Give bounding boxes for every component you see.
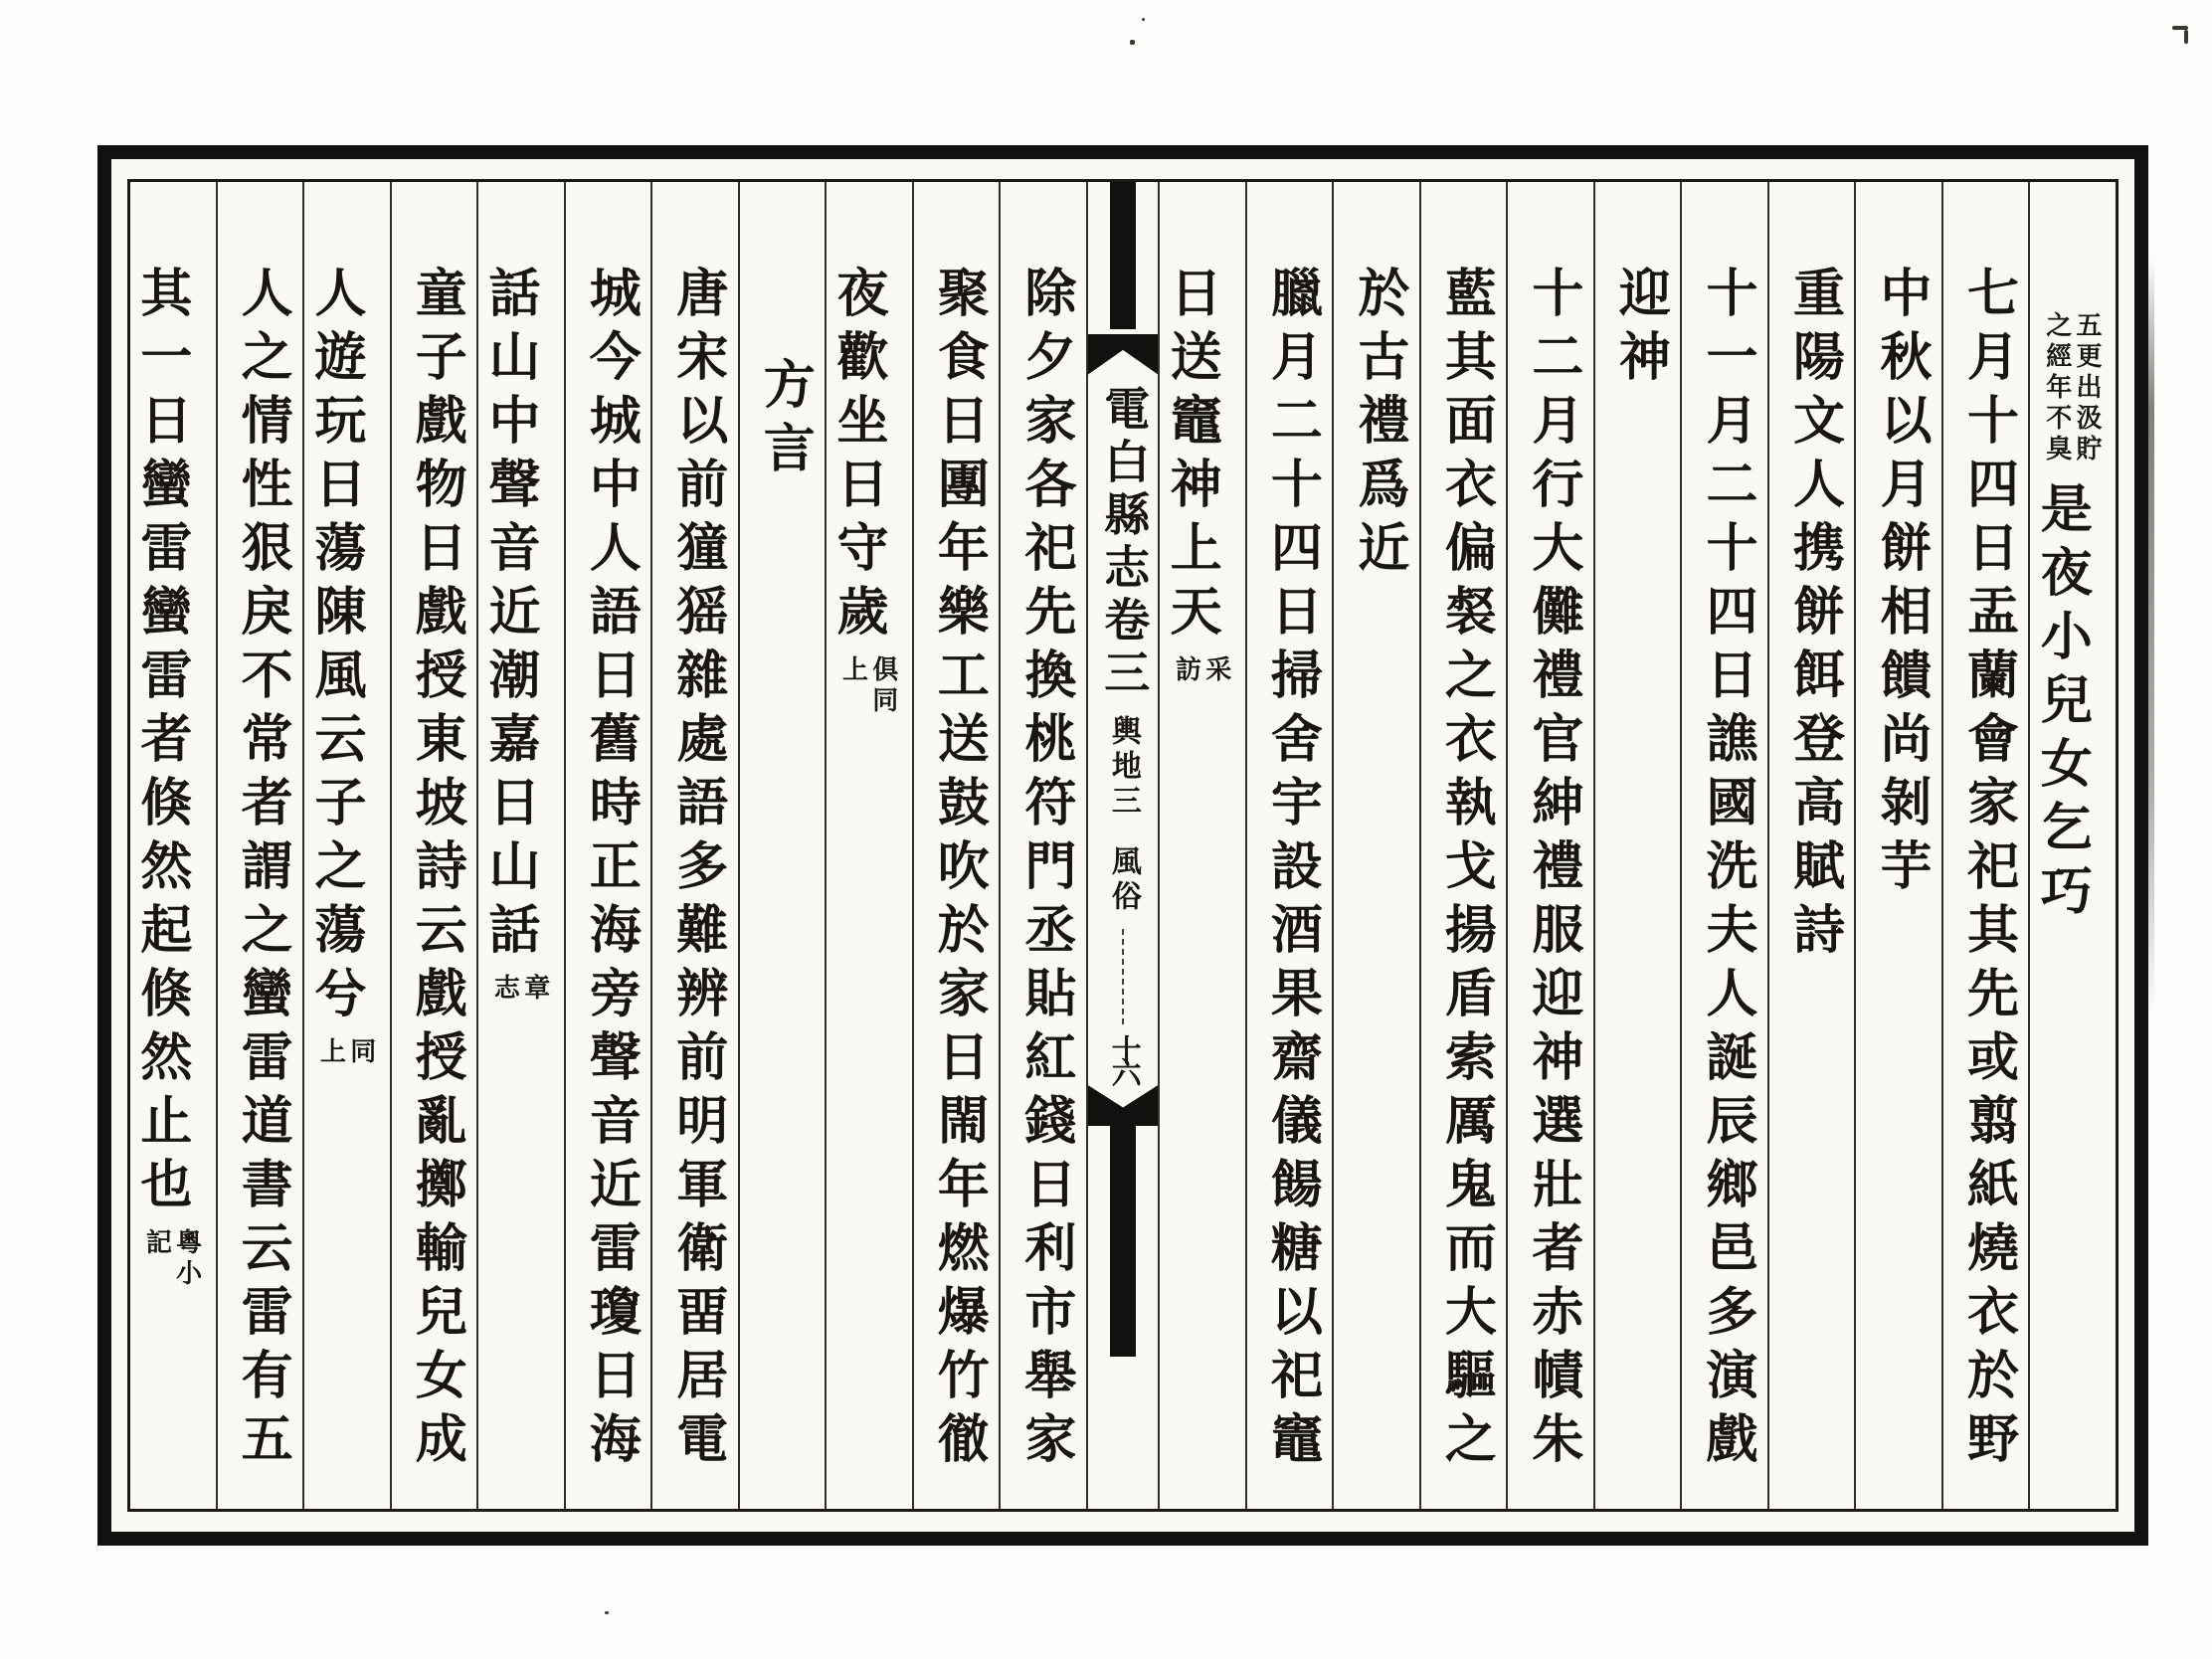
- note-right-column: 章: [520, 974, 550, 1005]
- interlinear-note: [839, 655, 897, 717]
- note-left-column: 之經年不臭: [2042, 311, 2072, 465]
- text-column-13: [999, 182, 1086, 1509]
- text-column-11: [1158, 182, 1245, 1509]
- text-column-1: [2028, 182, 2116, 1509]
- interlinear-note: [1173, 655, 1230, 686]
- text-column-21: [302, 182, 390, 1509]
- column-text: 十二月行大儺禮官紳禮服迎神選壯者赤幘朱: [1523, 266, 1580, 1475]
- banxin-black-bar: [1110, 1126, 1136, 1357]
- spacer: [1119, 701, 1127, 715]
- text-column-20: [390, 182, 477, 1509]
- fishtail-down-icon: [1086, 1082, 1159, 1126]
- text-columns: [130, 182, 2116, 1509]
- column-text: 日送竈神上天: [1162, 266, 1219, 647]
- text-column-9: [1332, 182, 1419, 1509]
- center-column-banxin: [1086, 182, 1159, 1509]
- banxin-dash-line: [1122, 929, 1124, 1024]
- column-text: 聚食日團年樂工送鼓吹於家日閙年燃爆竹徹: [929, 266, 987, 1475]
- text-column-16: [738, 182, 826, 1509]
- column-text: 除夕家各祀先換桃符門丞貼紅錢日利市舉家: [1015, 266, 1073, 1475]
- text-column-5: [1680, 182, 1767, 1509]
- column-text: 七月十四日盂蘭會家祀其先或翦紙燒衣於野: [1958, 266, 2016, 1475]
- column-text: 是夜小兒女乞巧: [2032, 481, 2090, 927]
- note-right-column: 俱同: [868, 655, 898, 717]
- text-column-22: [216, 182, 303, 1509]
- column-text: 唐宋以前獞猺雜處語多難辨前明軍衛畱居電: [667, 266, 725, 1475]
- scan-speck: [605, 1611, 609, 1614]
- text-column-19: [476, 182, 564, 1509]
- note-right-column: 同: [346, 1037, 376, 1068]
- note-right-column: 五更出汲貯: [2073, 311, 2102, 465]
- interlinear-note: [317, 1037, 375, 1068]
- text-column-14: [912, 182, 1000, 1509]
- column-text: 夜歡坐日守歲: [829, 266, 886, 647]
- text-column-18: [564, 182, 651, 1509]
- text-column-23: [130, 182, 216, 1509]
- scan-speck: [2184, 30, 2188, 44]
- column-text: 於古禮爲近: [1349, 266, 1406, 584]
- scan-speck: [1142, 18, 1145, 21]
- banxin-volume-title: 電白縣志卷三: [1098, 385, 1150, 701]
- scan-speck: [1130, 40, 1135, 45]
- interlinear-note: [2043, 311, 2101, 465]
- text-column-6: [1593, 182, 1681, 1509]
- column-text: 其一日蠻雷蠻雷者倏然起倏然止也: [131, 266, 189, 1220]
- note-left-column: 志: [490, 974, 520, 1005]
- column-text: 人遊玩日蕩陳風云子之蕩兮: [305, 266, 363, 1029]
- gutter-shadow: [2148, 259, 2154, 1014]
- note-left-column: 上: [838, 655, 868, 686]
- column-text: 十一月二十四日譙國洗夫人誕辰鄉邑多演戲: [1697, 266, 1754, 1475]
- interlinear-note: [143, 1228, 201, 1290]
- column-text: 城今城中人語日舊時正海旁聲音近雷瓊日海: [581, 266, 639, 1475]
- note-right-column: 粵小: [172, 1228, 202, 1290]
- banxin-page-number: 十六: [1106, 1034, 1140, 1080]
- banxin-chapter: 輿地三: [1106, 715, 1140, 820]
- column-text: 迎神: [1610, 266, 1668, 393]
- column-text: 話山中聲音近潮嘉日山話: [479, 266, 537, 966]
- text-column-4: [1767, 182, 1855, 1509]
- column-text: 藍其面衣偏裻之衣執戈揚盾索厲鬼而大驅之: [1436, 266, 1494, 1475]
- text-column-17: [650, 182, 738, 1509]
- note-right-column: 采: [1201, 655, 1231, 686]
- column-text: 中秋以月餅相饋尚剝芋: [1871, 266, 1929, 902]
- note-left-column: 訪: [1172, 655, 1201, 686]
- spacer: [779, 266, 787, 357]
- spacer: [1119, 820, 1127, 845]
- column-text: 臘月二十四日掃舍宇設酒果齋儀餳糖以祀竈: [1262, 266, 1320, 1475]
- column-text: 重陽文人携餅餌登高賦詩: [1784, 266, 1842, 966]
- column-text: 方言: [755, 357, 813, 484]
- note-left-column: 上: [316, 1037, 346, 1068]
- interlinear-note: [491, 974, 549, 1005]
- page-frame-inner: [127, 179, 2119, 1512]
- text-column-7: [1506, 182, 1593, 1509]
- note-left-column: 記: [142, 1228, 172, 1259]
- banxin-black-bar: [1110, 182, 1136, 329]
- spacer: [2056, 465, 2064, 481]
- spacer: [2056, 266, 2064, 303]
- column-text: 人之情性狠戾不常者謂之蠻雷道書云雷有五: [233, 266, 290, 1475]
- text-column-3: [1854, 182, 1941, 1509]
- column-text: 童子戲物日戲授東坡詩云戲授亂擲輸兒女成: [407, 266, 464, 1475]
- banxin-section: 風俗: [1106, 845, 1140, 915]
- text-column-10: [1245, 182, 1333, 1509]
- text-column-15: [825, 182, 912, 1509]
- text-column-2: [1941, 182, 2029, 1509]
- fishtail-up-icon: [1086, 334, 1159, 378]
- text-column-8: [1419, 182, 1507, 1509]
